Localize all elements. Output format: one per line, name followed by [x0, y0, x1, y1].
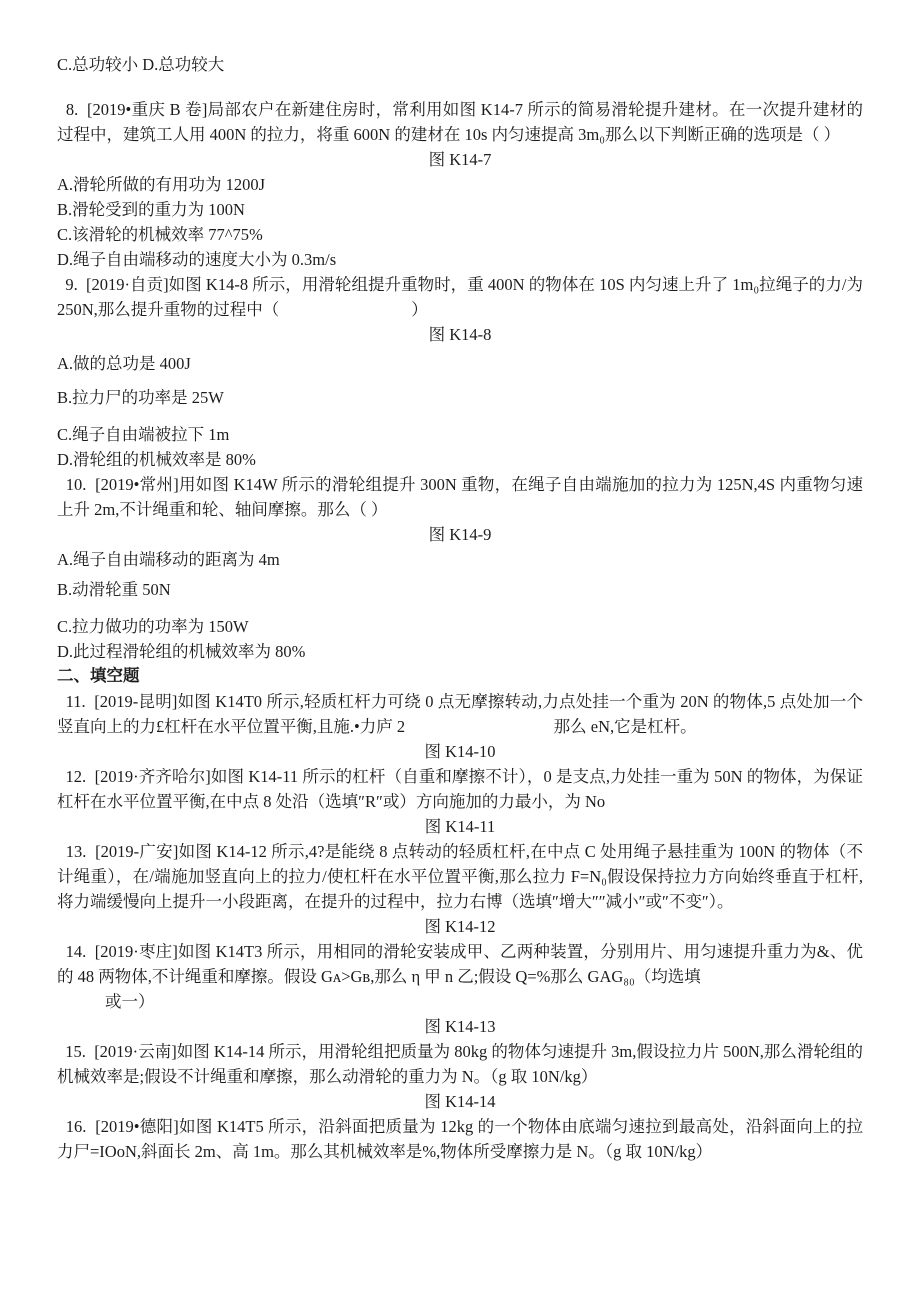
- figure-caption: 图 K14-12: [424, 917, 496, 936]
- section-heading: 二、填空题: [57, 667, 140, 685]
- question-paragraph: 11. [2019-昆明]如图 K14T0 所示,轻质杠杆力可绕 0 点无摩擦转动,力点处挂一个重为 20N 的物体,5 点处加一个竖直向上的力£杠杆在水平位置平衡,且施.•力庐 2 那么 eN,它是杠杆。: [57, 692, 864, 736]
- option-line: B.动滑轮重 50N: [57, 580, 171, 599]
- question-paragraph: 9. [2019·自贡]如图 K14-8 所示，用滑轮组提升重物时，重 400N 的物体在 10S 内匀速上升了 1m₀拉绳子的力/为 250N,那么提升重物的过程中（ ）: [57, 275, 868, 319]
- question-paragraph: 12. [2019·齐齐哈尔]如图 K14-11 所示的杠杆（自重和摩擦不计），0 是支点,力处挂一重为 50N 的物体，为保证杠杆在水平位置平衡,在中点 8 处沿（选填″R″或）方向施加的力最小，为 No: [57, 767, 863, 811]
- option-line: C.总功较小 D.总功较大: [57, 55, 225, 74]
- option-line: A.绳子自由端移动的距离为 4m: [57, 550, 280, 569]
- figure-caption: 图 K14-7: [428, 150, 492, 169]
- option-line: D.滑轮组的机械效率是 80%: [57, 450, 256, 469]
- figure-caption: 图 K14-10: [424, 742, 496, 761]
- question-paragraph: 14. [2019·枣庄]如图 K14T3 所示，用相同的滑轮安装成甲、乙两种装置，分别用片、用匀速提升重力为&、优的 48 两物体,不计绳重和摩擦。假设 Gᴀ>Gʙ,那么 η 甲 n 乙;假设 Q=%那么 GAG₈₀（均选填: [57, 942, 863, 986]
- option-line: D.此过程滑轮组的机械效率为 80%: [57, 642, 306, 661]
- figure-caption: 图 K14-11: [424, 817, 496, 836]
- question-paragraph: 15. [2019·云南]如图 K14-14 所示，用滑轮组把质量为 80kg 的物体匀速提升 3m,假设拉力片 500N,那么滑轮组的机械效率是;假设不计绳重和摩擦，那么动滑轮的重力为 N。（g 取 10N/kg）: [57, 1042, 863, 1086]
- question-paragraph: 10. [2019•常州]用如图 K14W 所示的滑轮组提升 300N 重物，在绳子自由端施加的拉力为 125N,4S 内重物匀速上升 2m,不计绳重和轮、轴间摩擦。那么（ ）: [57, 475, 863, 519]
- question-paragraph: 13. [2019-广安]如图 K14-12 所示,4?是能绕 8 点转动的轻质杠杆,在中点 C 处用绳子悬挂重为 100N 的物体（不计绳重），在/端施加竖直向上的拉力/使杠杆在水平位置平衡,那么拉力 F=N₀假设保持拉力方向始终垂直于杠杆,将力端缓慢向上提升一小段距离，在提升的过程中，拉力右博（选填″增大″″减小″或″不变″）。: [57, 842, 864, 911]
- question-paragraph: 16. [2019•德阳]如图 K14T5 所示，沿斜面把质量为 12kg 的一个物体由底端匀速拉到最高处，沿斜面向上的拉力尸=IOoN,斜面长 2m、高 1m。那么其机械效率是%,物体所受摩擦力是 N。（g 取 10N/kg）: [57, 1117, 864, 1161]
- option-line: C.绳子自由端被拉下 1m: [57, 425, 230, 444]
- continuation-line: 或一）: [105, 992, 155, 1011]
- option-line: B.拉力尸的功率是 25W: [57, 388, 224, 407]
- figure-caption: 图 K14-9: [428, 525, 492, 544]
- option-line: B.滑轮受到的重力为 100N: [57, 200, 245, 219]
- option-line: C.拉力做功的功率为 150W: [57, 617, 249, 636]
- option-line: D.绳子自由端移动的速度大小为 0.3m/s: [57, 250, 337, 269]
- option-line: A.滑轮所做的有用功为 1200J: [57, 175, 266, 194]
- figure-caption: 图 K14-8: [428, 325, 492, 344]
- figure-caption: 图 K14-14: [424, 1092, 496, 1111]
- option-line: A.做的总功是 400J: [57, 354, 191, 373]
- figure-caption: 图 K14-13: [424, 1017, 496, 1036]
- option-line: C.该滑轮的机械效率 77^75%: [57, 225, 263, 244]
- question-paragraph: 8. [2019•重庆 B 卷]局部农户在新建住房时，常利用如图 K14-7 所示的简易滑轮提升建材。在一次提升建材的过程中，建筑工人用 400N 的拉力，将重 600N 的建材在 10s 内匀速提高 3m₀那么以下判断正确的选项是（ ）: [57, 100, 863, 144]
